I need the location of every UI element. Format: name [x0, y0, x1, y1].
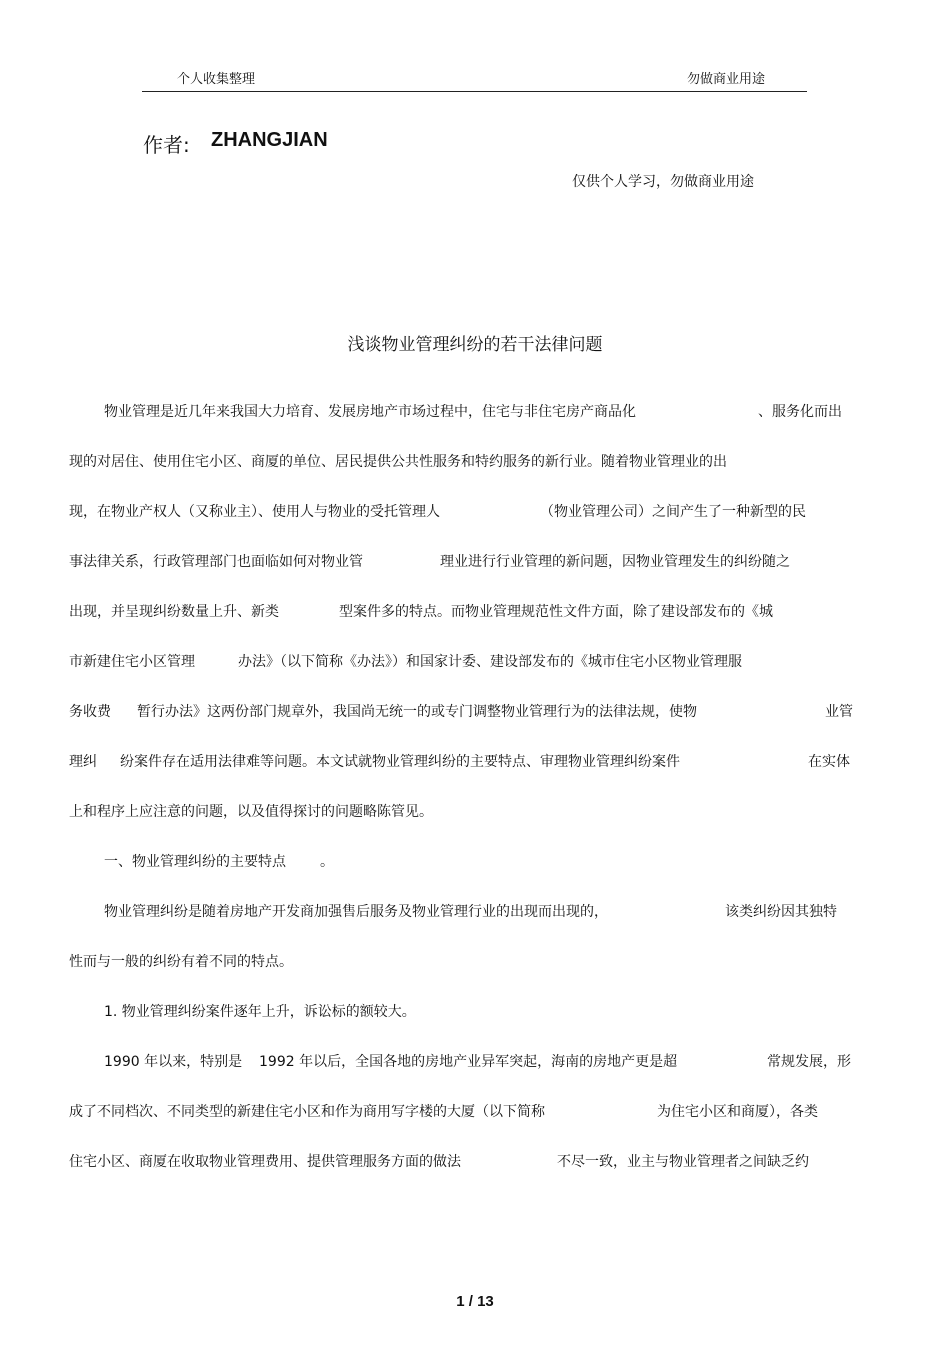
body-line: 型案件多的特点。而物业管理规范性文件方面，除了建设部发布的《城 — [339, 604, 773, 620]
body-line: 、服务化而出 — [758, 404, 842, 420]
body-line: 业管 — [825, 704, 853, 720]
body-line: 市新建住宅小区管理 — [69, 654, 195, 670]
body-line: 该类纠纷因其独特 — [725, 904, 837, 920]
body-line: 住宅小区、商厦在收取物业管理费用、提供管理服务方面的做法 — [69, 1154, 461, 1170]
body-line: 事法律关系，行政管理部门也面临如何对物业管 — [69, 554, 363, 570]
body-line: 理业进行行业管理的新问题，因物业管理发生的纠纷随之 — [440, 554, 790, 570]
body-line: 现，在物业产权人（又称业主）、使用人与物业的受托管理人 — [69, 504, 440, 520]
header-rule — [142, 91, 807, 92]
author-name: ZHANGJIAN — [211, 129, 328, 151]
document-title: 浅谈物业管理纠纷的若干法律问题 — [347, 335, 603, 355]
author-label: 作者: — [143, 133, 190, 157]
header-right-text: 勿做商业用途 — [687, 72, 766, 87]
body-line: 办法》（以下简称《办法》）和国家计委、建设部发布的《城市住宅小区物业管理服 — [238, 654, 742, 670]
list-item: 1. 物业管理纠纷案件逐年上升，诉讼标的额较大。 — [104, 1004, 416, 1020]
body-line: 1990 年以来，特别是 — [104, 1054, 243, 1070]
body-line: 成了不同档次、不同类型的新建住宅小区和作为商用写字楼的大厦（以下简称 — [69, 1104, 545, 1120]
body-line: 理纠 — [69, 754, 97, 770]
body-line: 纷案件存在适用法律难等问题。本文试就物业管理纠纷的主要特点、审理物业管理纠纷案件 — [120, 754, 680, 770]
page-number: 1 / 13 — [456, 1293, 494, 1310]
body-line: 上和程序上应注意的问题，以及值得探讨的问题略陈管见。 — [69, 804, 433, 820]
body-line: 出现，并呈现纠纷数量上升、新类 — [69, 604, 279, 620]
section-heading-punct: 。 — [320, 854, 334, 870]
body-line: 物业管理纠纷是随着房地产开发商加强售后服务及物业管理行业的出现而出现的， — [104, 904, 608, 920]
body-line: 不尽一致，业主与物业管理者之间缺乏约 — [557, 1154, 809, 1170]
body-line: 现的对居住、使用住宅小区、商厦的单位、居民提供公共性服务和特约服务的新行业。随着物业管理业的出 — [69, 454, 727, 470]
body-line: 物业管理是近几年来我国大力培育、发展房地产市场过程中，住宅与非住宅房产商品化 — [104, 404, 636, 420]
body-line: （物业管理公司）之间产生了一种新型的民 — [540, 504, 806, 520]
body-line: 常规发展，形 — [767, 1054, 851, 1070]
body-line: 为住宅小区和商厦），各类 — [657, 1104, 818, 1120]
body-line: 务收费 — [69, 704, 111, 720]
body-line: 暂行办法》这两份部门规章外，我国尚无统一的或专门调整物业管理行为的法律法规，使物 — [137, 704, 697, 720]
body-line: 1992 年以后，全国各地的房地产业异军突起，海南的房地产更是超 — [259, 1054, 678, 1070]
section-heading: 一、物业管理纠纷的主要特点 — [104, 854, 286, 870]
disclaimer-text: 仅供个人学习，勿做商业用途 — [572, 174, 754, 190]
header-left-text: 个人收集整理 — [177, 72, 256, 87]
body-line: 在实体 — [808, 754, 850, 770]
body-line: 性而与一般的纠纷有着不同的特点。 — [69, 954, 293, 970]
